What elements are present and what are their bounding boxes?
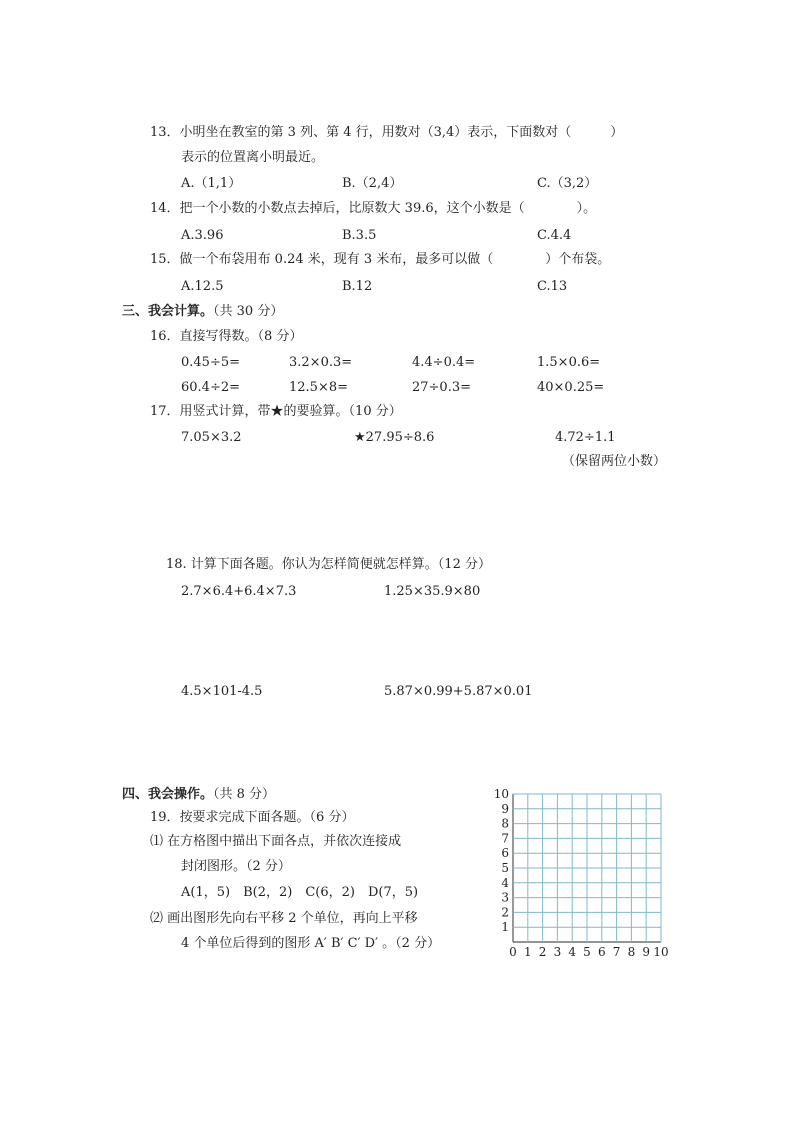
q19-part1-line2: 封闭图形。（2 分） xyxy=(181,859,291,874)
grid-y-tick-label: 9 xyxy=(501,801,509,816)
grid-y-tick-label: 7 xyxy=(501,831,509,846)
grid-x-tick-label: 4 xyxy=(568,945,577,959)
q18-r2-c2: 5.87×0.99+5.87×0.01 xyxy=(384,684,533,699)
q13-option-a: A.（1,1） xyxy=(181,176,242,191)
q16-r1-c1: 0.45÷5= xyxy=(181,355,241,370)
q13-line1: 13．小明坐在教室的第 3 列、第 4 行，用数对（3,4）表示，下面数对（ ） xyxy=(150,125,624,140)
q19-part2-line1: ⑵ 画出图形先向右平移 2 个单位，再向上平移 xyxy=(150,911,418,926)
q14-option-c: C.4.4 xyxy=(537,228,572,243)
q19-points: A(1，5) B(2，2) C(6，2) D(7，5) xyxy=(181,885,419,900)
grid-y-tick-label: 4 xyxy=(501,875,509,890)
q18-r1-c2: 1.25×35.9×80 xyxy=(384,584,481,599)
q18-r1-c1: 2.7×6.4+6.4×7.3 xyxy=(181,584,297,599)
q17-item-3: 4.72÷1.1 xyxy=(555,430,616,445)
q15-option-b: B.12 xyxy=(342,279,373,294)
grid-y-tick-label: 6 xyxy=(501,846,509,861)
grid-y-tick-label: 1 xyxy=(501,920,509,935)
q16-r2-c3: 27÷0.3= xyxy=(412,380,472,395)
q16-label: 16．直接写得数。（8 分） xyxy=(150,329,303,344)
q13-option-b: B.（2,4） xyxy=(342,176,403,191)
q18-r2-c1: 4.5×101-4.5 xyxy=(181,684,263,699)
q18-label: 18. 计算下面各题。你认为怎样简便就怎样算。（12 分） xyxy=(166,557,491,572)
q15-option-a: A.12.5 xyxy=(181,279,224,294)
grid-y-tick-label: 3 xyxy=(501,890,509,905)
q17-note: （保留两位小数） xyxy=(562,454,667,469)
q13-line2: 表示的位置离小明最近。 xyxy=(181,150,325,165)
grid-x-tick-label: 2 xyxy=(538,945,547,959)
q17-item-1: 7.05×3.2 xyxy=(181,430,242,445)
grid-x-tick-label: 3 xyxy=(553,945,562,959)
q14-line1: 14．把一个小数的小数点去掉后，比原数大 39.6，这个小数是（ ）。 xyxy=(150,201,597,216)
q17-label: 17．用竖式计算，带★的要验算。（10 分） xyxy=(150,404,402,419)
section4-score: （共 8 分） xyxy=(213,787,276,802)
q16-r1-c4: 1.5×0.6= xyxy=(537,355,601,370)
grid-x-tick-label: 0 xyxy=(509,945,517,959)
q16-r2-c1: 60.4÷2= xyxy=(181,380,241,395)
q13-option-c: C.（3,2） xyxy=(537,176,598,191)
q16-r1-c2: 3.2×0.3= xyxy=(289,355,353,370)
q16-r2-c4: 40×0.25= xyxy=(537,380,605,395)
q19-part1-line1: ⑴ 在方格图中描出下面各点，并依次连接成 xyxy=(150,834,402,849)
q14-option-a: A.3.96 xyxy=(181,228,224,243)
grid-x-tick-label: 6 xyxy=(597,945,606,959)
grid-x-tick-label: 5 xyxy=(583,945,591,959)
q16-r2-c2: 12.5×8= xyxy=(289,380,349,395)
q19-part2-line2: 4 个单位后得到的图形 A′ B′ C′ D′ 。（2 分） xyxy=(181,936,441,951)
q15-line1: 15．做一个布袋用布 0.24 米，现有 3 米布，最多可以做（ ）个布袋。 xyxy=(150,252,611,267)
grid-x-tick-label: 1 xyxy=(523,945,532,959)
q14-option-b: B.3.5 xyxy=(342,228,377,243)
section3-title: 三、我会计算。 xyxy=(122,304,214,319)
grid-x-tick-label: 10 xyxy=(653,945,669,959)
q17-item-2: ★27.95÷8.6 xyxy=(354,430,435,445)
grid-y-tick-label: 8 xyxy=(501,816,509,831)
grid-x-tick-label: 9 xyxy=(642,945,651,959)
section3-score: （共 30 分） xyxy=(213,304,284,319)
grid-y-tick-label: 2 xyxy=(501,905,509,920)
grid-x-tick-label: 7 xyxy=(612,945,621,959)
grid-y-tick-label: 10 xyxy=(493,787,509,801)
grid-y-tick-label: 5 xyxy=(501,861,509,875)
grid-x-tick-label: 8 xyxy=(627,945,636,959)
q19-label: 19．按要求完成下面各题。（6 分） xyxy=(150,810,355,825)
q16-r1-c3: 4.4÷0.4= xyxy=(412,355,476,370)
section4-title: 四、我会操作。 xyxy=(122,787,214,802)
q15-option-c: C.13 xyxy=(537,279,568,294)
